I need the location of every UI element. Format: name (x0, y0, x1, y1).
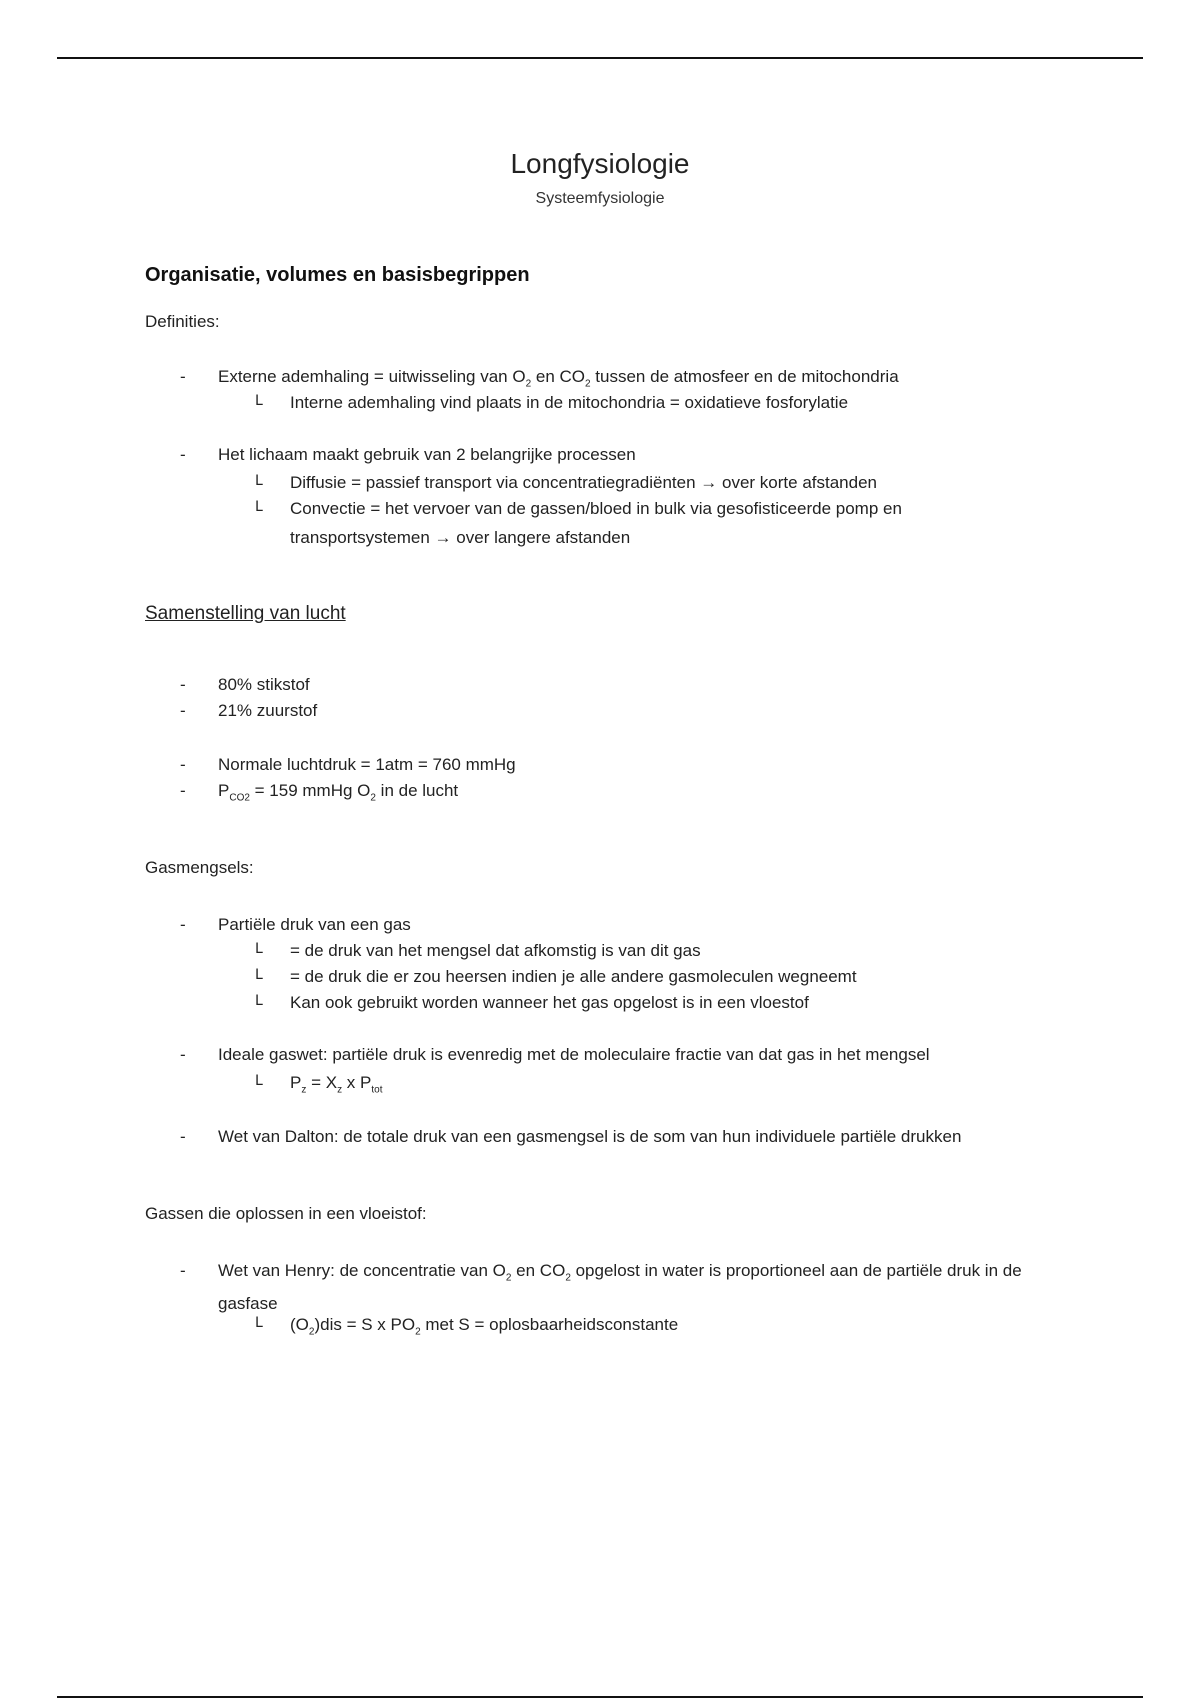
sub-list-item: ᒪ Interne ademhaling vind plaats in de mitochondria = oxidatieve fosforylatie (255, 388, 1055, 417)
bullet-dash: - (180, 1127, 186, 1146)
sub-list-item: ᒪ Convectie = het vervoer van de gassen/bloed in bulk via gesofisticeerde pomp en transportsystemen → over langere afstanden (255, 494, 975, 552)
sub-marker: ᒪ (255, 1072, 263, 1088)
list-item: - Het lichaam maakt gebruik van 2 belangrijke processen (180, 442, 1060, 468)
sub-list-item (255, 1068, 1055, 1104)
bullet-dash: - (180, 781, 186, 800)
sub-marker: ᒪ (255, 940, 263, 956)
definitions-label: Definities: (145, 312, 220, 331)
top-rule (57, 57, 1143, 59)
bullet-text: Externe ademhaling = uitwisseling van $O_2$ en $CO_2$ tussen de atmosfeer en de mitochondria (218, 367, 899, 390)
sub-list-item: ᒪ Diffusie = passief transport via concentratiegradiënten → over korte afstanden (255, 468, 1055, 497)
bullet-dash: - (180, 755, 186, 774)
dissolve-label: Gassen die oplossen in een vloeistof: (145, 1204, 427, 1223)
list-item: - Ideale gaswet: partiële druk is evenredig met de moleculaire fractie van dat gas in het mengsel (180, 1042, 1060, 1068)
list-item: - Wet van Dalton: de totale druk van een gasmengsel is de som van hun individuele partiële drukken (180, 1124, 1060, 1150)
ideal-gas-formula: $P_z = X_z$ x $P_{tot}$ (290, 1073, 383, 1096)
sub-list-item: ᒪ = de druk van het mengsel dat afkomstig is van dit gas (255, 936, 1055, 965)
gas-mixtures-label: Gasmengsels: (145, 858, 254, 877)
sub-marker: ᒪ (255, 498, 263, 514)
henry-formula: $(O_2)dis = S$ x $PO_2$ met S = oplosbaarheidsconstante (290, 1315, 679, 1338)
sub-marker: ᒪ (255, 472, 263, 488)
list-item: - $P_{CO2} = 159$ mmHg $O_2$ in de lucht (180, 778, 1060, 811)
sub-list-item: ᒪ = de druk die er zou heersen indien je alle andere gasmoleculen wegneemt (255, 962, 1055, 991)
bullet-dash: - (180, 915, 186, 934)
sub-list-item: ᒪ Kan ook gebruikt worden wanneer het gas opgelost is in een vloestof (255, 988, 1055, 1017)
page-title: Longfysiologie (510, 148, 690, 179)
bullet-dash: - (180, 445, 186, 464)
page-subtitle: Systeemfysiologie (535, 190, 665, 207)
air-heading: Samenstelling van lucht (145, 603, 346, 624)
list-item: - Wet van Henry: de concentratie van $O_2$ en $CO_2$ opgelost in water is proportioneel aan de partiële druk in de gasfase (180, 1258, 1060, 1317)
bullet-dash: - (180, 701, 186, 720)
list-item: - Normale luchtdruk = 1atm = 760 mmHg (180, 752, 1060, 778)
section-heading: Organisatie, volumes en basisbegrippen (145, 264, 530, 286)
list-item: - 80% stikstof (180, 672, 1060, 698)
bottom-rule (57, 1696, 1143, 1698)
bullet-dash: - (180, 367, 186, 386)
bullet-dash: - (180, 1261, 186, 1280)
sub-list-item (255, 1310, 1055, 1346)
sub-marker: ᒪ (255, 1314, 263, 1330)
sub-marker: ᒪ (255, 992, 263, 1008)
sub-marker: ᒪ (255, 392, 263, 408)
bullet-dash: - (180, 675, 186, 694)
list-item: - Partiële druk van een gas (180, 912, 1060, 938)
list-item: - 21% zuurstof (180, 698, 1060, 724)
bullet-dash: - (180, 1045, 186, 1064)
sub-marker: ᒪ (255, 966, 263, 982)
